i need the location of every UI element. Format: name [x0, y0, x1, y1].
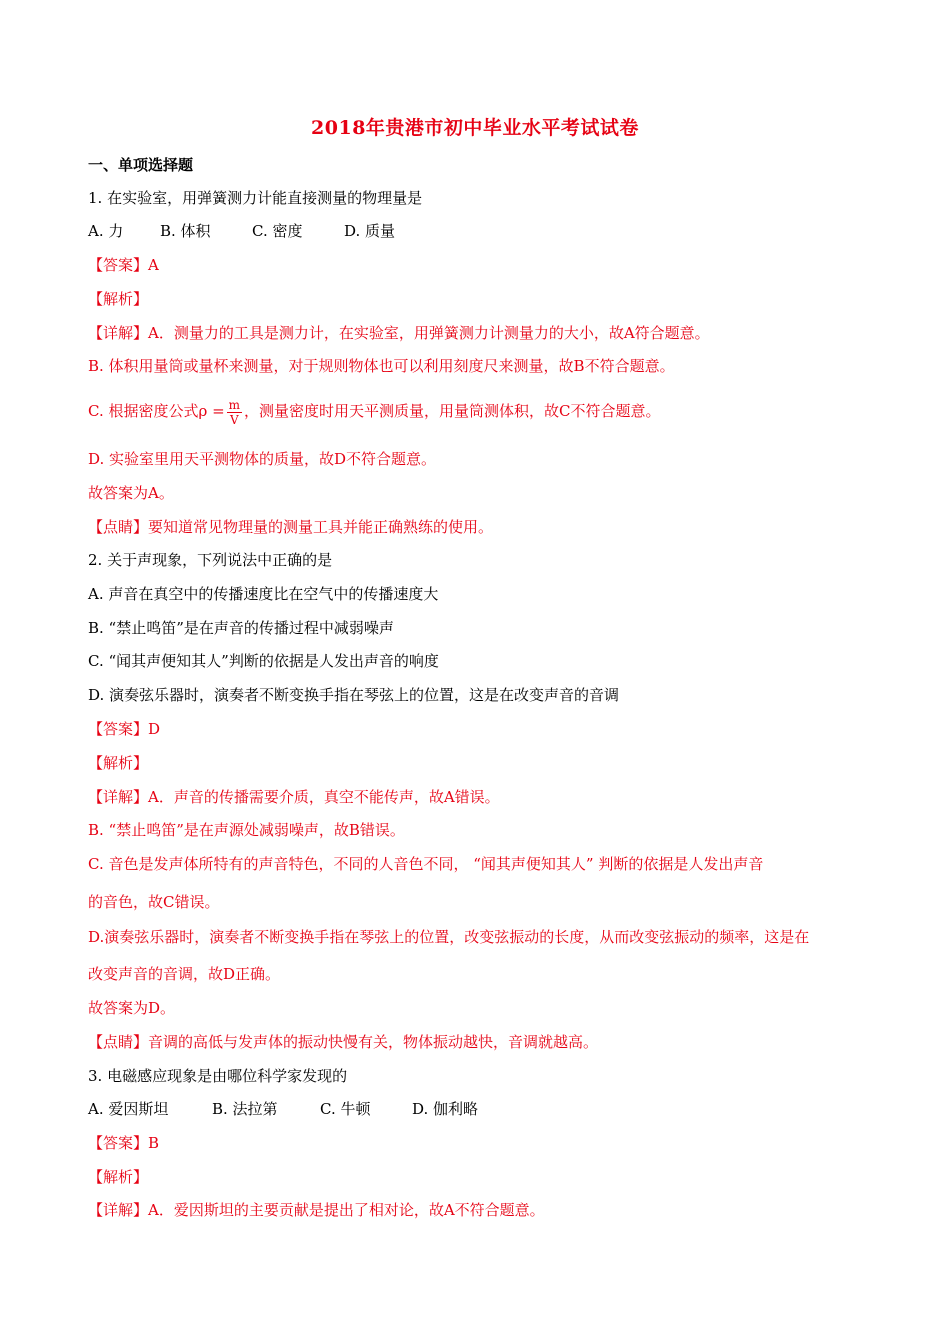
question-1-options [88, 221, 878, 241]
q2-detail-c-line-1: C. 音色是发声体所特有的声音特色，不同的人音色不同， “闻其声便知其人” 判断的依据是人发出声音 [88, 855, 764, 873]
q1-option-c: C. 密度 [252, 222, 303, 240]
q2-answer: 【答案】D [88, 720, 161, 738]
section-heading: 一、单项选择题 [88, 156, 194, 174]
q1-detail-d: D. 实验室里用天平测物体的质量，故D不符合题意。 [88, 450, 437, 468]
q2-option-d: D. 演奏弦乐器时，演奏者不断变换手指在琴弦上的位置，这是在改变声音的音调 [88, 686, 620, 704]
question-3-stem: 3. 电磁感应现象是由哪位科学家发现的 [88, 1067, 348, 1085]
document-title: 2018年贵港市初中毕业水平考试试卷 [311, 117, 639, 139]
density-formula-fraction [227, 398, 242, 427]
fraction-numerator: m [228, 397, 241, 412]
q1-option-b: B. 体积 [160, 222, 211, 240]
q3-option-d: D. 伽利略 [412, 1100, 479, 1118]
q2-detail-d-line-2: 改变声音的音调，故D正确。 [88, 965, 281, 983]
q2-option-b: B. “禁止鸣笛”是在声音的传播过程中减弱噪声 [88, 619, 394, 637]
q2-option-a: A. 声音在真空中的传播速度比在空气中的传播速度大 [88, 585, 439, 603]
q2-conclusion: 故答案为D。 [88, 999, 176, 1017]
q1-option-a: A. 力 [88, 222, 124, 240]
q3-option-a: A. 爱因斯坦 [88, 1100, 169, 1118]
q1-answer: 【答案】A [88, 256, 159, 274]
question-3-options [88, 1099, 878, 1119]
q2-analysis-label: 【解析】 [88, 754, 149, 772]
q1-detail-c-prefix: C. 根据密度公式ρ = [88, 402, 225, 420]
q3-option-c: C. 牛顿 [320, 1100, 371, 1118]
q1-tip: 【点睛】要知道常见物理量的测量工具并能正确熟练的使用。 [88, 518, 494, 536]
q2-detail-c-line-2: 的音色，故C错误。 [88, 893, 220, 911]
q2-option-c: C. “闻其声便知其人”判断的依据是人发出声音的响度 [88, 652, 439, 670]
q1-detail-a: 【详解】A．测量力的工具是测力计，在实验室，用弹簧测力计测量力的大小，故A符合题意。 [88, 324, 710, 342]
q1-detail-b: B. 体积用量筒或量杯来测量，对于规则物体也可以利用刻度尺来测量，故B不符合题意。 [88, 357, 675, 375]
q3-analysis-label: 【解析】 [88, 1168, 149, 1186]
q2-detail-b: B. “禁止鸣笛”是在声源处减弱噪声，故B错误。 [88, 821, 405, 839]
q2-detail-d-line-1: D.演奏弦乐器时，演奏者不断变换手指在琴弦上的位置，改变弦振动的长度，从而改变弦振动的频率，这是在 [88, 928, 810, 946]
q2-detail-a: 【详解】A．声音的传播需要介质，真空不能传声，故A错误。 [88, 788, 500, 806]
question-2-stem: 2. 关于声现象，下列说法中正确的是 [88, 551, 333, 569]
q3-answer: 【答案】B [88, 1134, 160, 1152]
q3-option-b: B. 法拉第 [212, 1100, 278, 1118]
q1-analysis-label: 【解析】 [88, 290, 149, 308]
q3-detail-a: 【详解】A．爱因斯坦的主要贡献是提出了相对论，故A不符合题意。 [88, 1201, 545, 1219]
q1-detail-c-suffix: ，测量密度时用天平测质量，用量筒测体积，故C不符合题意。 [244, 402, 661, 420]
fraction-denominator: V [230, 412, 239, 427]
q2-tip: 【点睛】音调的高低与发声体的振动快慢有关，物体振动越快，音调就越高。 [88, 1033, 599, 1051]
q1-option-d: D. 质量 [344, 222, 396, 240]
q1-conclusion: 故答案为A。 [88, 484, 174, 502]
question-1-stem: 1. 在实验室，用弹簧测力计能直接测量的物理量是 [88, 189, 423, 207]
q1-detail-c [88, 393, 878, 429]
